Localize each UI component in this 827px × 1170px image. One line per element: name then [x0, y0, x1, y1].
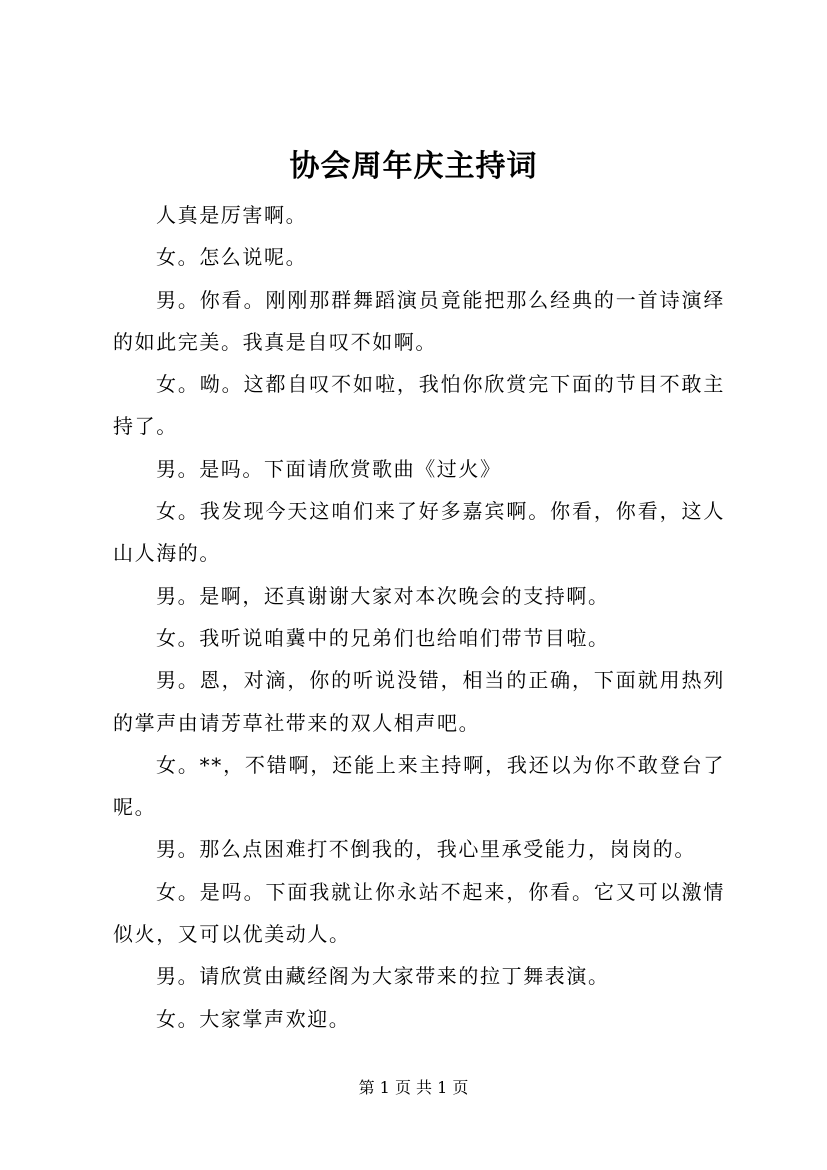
paragraph: 男。恩，对滴，你的听说没错，相当的正确，下面就用热列的掌声由请芳草社带来的双人相声吧。 [113, 668, 725, 735]
page-footer: 第 1 页 共 1 页 [358, 1078, 469, 1097]
paragraph: 男。那么点困难打不倒我的，我心里承受能力，岗岗的。 [156, 837, 696, 862]
paragraph: 女。怎么说呢。 [156, 245, 308, 270]
document-title: 协会周年庆主持词 [289, 149, 538, 184]
paragraph: 女。我听说咱冀中的兄弟们也给咱们带节目啦。 [156, 625, 610, 650]
paragraph: 女。大家掌声欢迎。 [156, 1006, 351, 1031]
paragraph: 男。你看。刚刚那群舞蹈演员竟能把那么经典的一首诗演绎的如此完美。我真是自叹不如啊。 [113, 287, 725, 354]
paragraph: 女。呦。这都自叹不如啦，我怕你欣赏完下面的节目不敢主持了。 [113, 372, 725, 439]
document-body [113, 194, 725, 1040]
paragraph: 女。**，不错啊，还能上来主持啊，我还以为你不敢登台了呢。 [113, 752, 725, 820]
paragraph: 女。我发现今天这咱们来了好多嘉宾啊。你看，你看，这人山人海的。 [113, 499, 725, 566]
paragraph: 男。是啊，还真谢谢大家对本次晚会的支持啊。 [156, 583, 610, 608]
paragraph: 男。是吗。下面请欣赏歌曲《过火》 [156, 456, 502, 481]
paragraph: 人真是厉害啊。 [156, 203, 308, 227]
paragraph: 女。是吗。下面我就让你永站不起来，你看。它又可以激情似火，又可以优美动人。 [113, 879, 725, 947]
paragraph: 男。请欣赏由藏经阁为大家带来的拉丁舞表演。 [156, 964, 610, 989]
